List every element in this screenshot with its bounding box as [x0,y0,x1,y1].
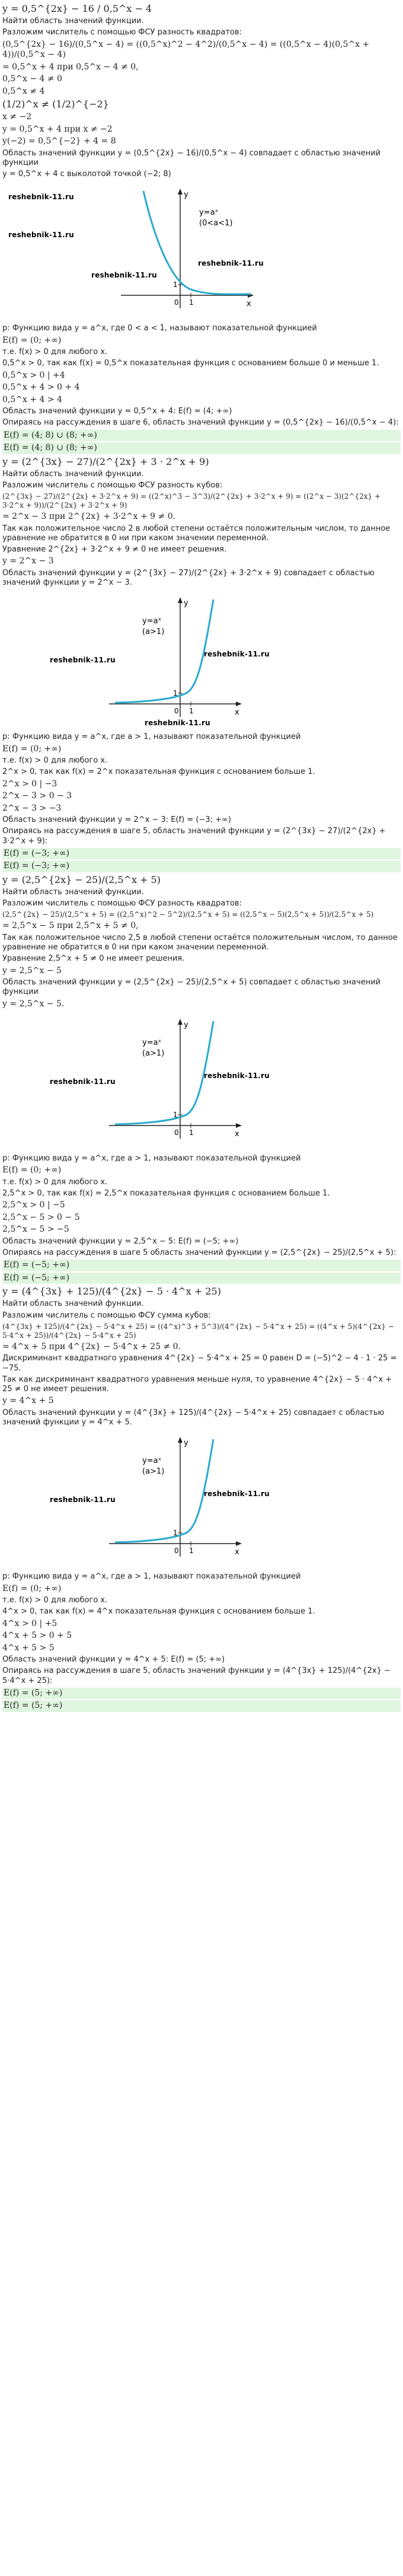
line: Опираясь на рассуждения в шаге 6, область значений функции y = (0,5^{2x} − 16)/(0,5^x − 4): [2,418,399,428]
watermark: reshebnik-11.ru [91,271,157,280]
x-axis-label: x [235,1130,239,1139]
x-axis-arrow [236,702,242,706]
line: Область значений функции y = 4^x + 5: E(f) = (5; +∞) [2,1655,225,1664]
origin-label: 0 [174,707,179,716]
graph-increasing-2 [2,1013,275,1150]
graph-increasing-1 [2,591,275,729]
watermark: reshebnik-11.ru [50,1077,116,1086]
line: Область значений функции y = 2,5^x − 5: E(f) = (−5; +∞) [2,1236,239,1246]
formula-line: y = 2,5^x − 5. [2,999,65,1009]
answer-highlight: E(f) = (−5; +∞) [2,1273,401,1284]
line: Так как положительное число 2,5 в любой степени остаётся положительным числом, то данное уравнение не обратится в 0 ни при каком значении переменной. [2,933,398,952]
formula-line: = 4^x + 5 при 4^{2x} − 5·4^x + 25 ≠ 0. [2,1341,181,1351]
formula-line: (2,5^{2x} − 25)/(2,5^x + 5) = ((2,5^x)^2 − 5^2)/(2,5^x + 5) = ((2,5^x − 5)(2,5^x + 5))/(2,5^x + 5) [2,910,374,919]
formula-line: 4^x > 0 | +5 [2,1618,57,1628]
x-tick-label: 1 [189,1128,194,1137]
line: Найти область значений функции. [2,469,144,479]
curve [143,191,251,294]
formula-line: y = 2,5^x − 5 [2,965,62,975]
line: Разложим числитель с помощью ФСУ сумма кубов: [2,1311,211,1320]
y-axis-label: y [184,1021,188,1029]
line: Уравнение 2,5^x + 5 ≠ 0 не имеет решения. [2,954,185,964]
line: т.е. f(x) > 0 для любого x. [2,347,108,356]
graph-decreasing [2,183,275,320]
answer-highlight: E(f) = (5; +∞) [2,1688,401,1700]
formula-line: 0,5^x > 0 | +4 [2,370,65,380]
answer-highlight: E(f) = (4; 8) ∪ (8; +∞) [2,442,401,454]
graph-4-svg [2,1431,275,1568]
formula-line: 0,5^x ≠ 4 [2,86,45,96]
line: 4^x > 0, так как f(x) = 4^x показательная функция с основанием больше 1. [2,1607,315,1617]
section-4-analysis [2,1572,401,1712]
x-tick-label: 1 [189,298,194,307]
section-2-analysis [2,732,401,1009]
line: 2^x > 0, так как f(x) = 2^x показательная функция с основанием больше 1. [2,767,315,777]
cond-label: (a>1) [142,1467,165,1477]
formula-line: 0,5^x + 4 > 4 [2,394,62,404]
cond-label: (a>1) [142,1049,165,1058]
formula-line: 0,5^x + 4 > 0 + 4 [2,382,80,392]
y-axis-label: y [184,190,188,200]
curve [115,1439,213,1542]
y-axis-arrow [178,1019,183,1025]
formula-line: y = 4^x + 5 [2,1396,54,1406]
section-1 [2,3,401,179]
formula-line: y = 0,5^x + 4 при x ≠ −2 [2,124,113,134]
formula-line: = 2^x − 3 при 2^{2x} + 3·2^x + 9 ≠ 0. [2,512,176,521]
line: т.е. f(x) > 0 для любого x. [2,1596,108,1605]
formula-line: E(f) = (0; +∞) [2,335,62,345]
x-axis-arrow [236,1123,242,1128]
formula-line: y = (2^{3x} − 27)/(2^{2x} + 3 · 2^x + 9) [2,455,209,467]
section-1-analysis [2,324,401,588]
y-axis-label: y [184,599,188,608]
graph-2-svg [2,591,275,729]
watermark: reshebnik-11.ru [198,259,264,268]
formula-line: = 2,5^x − 5 при 2,5^x + 5 ≠ 0, [2,921,139,931]
curve [115,1021,213,1124]
y-tick-label: 1 [173,280,178,289]
cond-label: (a>1) [142,627,165,637]
line: y = 0,5^{2x} − 16 / 0,5^x − 4 [2,3,152,14]
line: 2,5^x > 0, так как f(x) = 2,5^x показательная функция с основанием больше 1. [2,1189,330,1198]
formula-line: y = (4^{3x} + 125)/(4^{2x} − 5 · 4^x + 25) [2,1286,221,1297]
answer-highlight: E(f) = (5; +∞) [2,1700,401,1712]
formula-line: (2^{3x} − 27)/(2^{2x} + 3·2^x + 9) = ((2^x)^3 − 3^3)/(2^{2x} + 3·2^x + 9) = ((2^x − 3)(2^{2x} + 3·2^x + 9))/(2^{2x} + 3·2^x + 9) [2,492,381,509]
answer-highlight: E(f) = (4; 8) ∪ (8; +∞) [2,430,401,442]
formula-line: (4^{3x} + 125)/(4^{2x} − 5·4^x + 25) = ((4^x)^3 + 5^3)/(4^{2x} − 5·4^x + 25) = ((4^x + 5)(4^{2x} − 5·4^x + 25))/(4^{2x} − 5·4^x + 25) [2,1322,394,1340]
line: Разложим числитель с помощью ФСУ разность квадратов: [2,899,242,908]
line: Разложим числитель с помощью ФСУ разность квадратов: [2,28,242,37]
origin-label: 0 [174,1128,179,1137]
line: Опираясь на рассуждения в шаге 5, область значений функции y = (4^{3x} + 125)/(4^{2x} − 5·4^x + 25): [2,1666,391,1685]
watermark: reshebnik-11.ru [204,1072,270,1080]
watermark: reshebnik-11.ru [204,650,270,659]
x-axis-label: x [235,1548,239,1557]
formula-line: (0,5^{2x} − 16)/(0,5^x − 4) = ((0,5^x)^2 − 4^2)/(0,5^x − 4) = ((0,5^x − 4)(0,5^x + 4))/(0,5^x − 4) [2,39,370,59]
line: Найти область значений функции. [2,1299,144,1309]
line: т.е. f(x) > 0 для любого x. [2,756,108,765]
watermark: reshebnik-11.ru [8,193,74,202]
formula-line: (1/2)^x ≠ (1/2)^{−2} [2,98,109,110]
formula-line: 2^x − 3 > 0 − 3 [2,791,72,801]
formula-line: 2^x > 0 | −3 [2,779,57,789]
line: Так как дискриминант квадратного уравнения меньше нуля, то уравнение 4^{2x} − 5 · 4^x + 25 ≠ 0 не имеет решения. [2,1375,392,1394]
formula-line: y(−2) = 0,5^{−2} + 4 = 8 [2,136,116,146]
watermark: reshebnik-11.ru [145,719,210,728]
answer-highlight: E(f) = (−5; +∞) [2,1260,401,1271]
watermark: reshebnik-11.ru [204,1490,270,1499]
y-axis-arrow [178,189,183,195]
x-axis-label: x [247,299,251,309]
formula-line: 2^x − 3 > −3 [2,803,62,813]
answer-highlight: E(f) = (−3; +∞) [2,860,401,872]
line: Уравнение 2^{2x} + 3·2^x + 9 ≠ 0 не имеет решения. [2,545,227,554]
line: р: Функцию вида y = a^x, где a > 1, называют показательной функцией [2,1572,301,1582]
line: Дискриминант квадратного уравнения 4^{2x} − 5·4^x + 25 = 0 равен D = (−5)^2 − 4 · 1 · 25 = −75. [2,1354,397,1373]
line: Область значений функции y = (0,5^{2x} − 16)/(0,5^x − 4) совпадает с областью значений функции [2,148,381,167]
curve [115,600,213,703]
formula-line: = 0,5^x + 4 при 0,5^x − 4 ≠ 0, [2,62,139,72]
line: Область значений функции y = 0,5^x + 4: E(f) = (4; +∞) [2,407,232,416]
line: р: Функцию вида y = a^x, где a > 1, называют показательной функцией [2,732,301,742]
y-tick-label: 1 [173,1111,178,1119]
watermark: reshebnik-11.ru [50,1496,116,1504]
graph-increasing-3 [2,1431,275,1568]
cond-label: (0<a<1) [199,219,233,228]
y-axis-label: y [184,1439,188,1448]
line: Найти область значений функции. [2,887,144,897]
line: Область значений функции y = (2,5^{2x} − 25)/(2,5^x + 5) совпадает с областью значений функции [2,978,381,997]
line: Область значений функции y = (4^{3x} + 125)/(4^{2x} − 5·4^x + 25) совпадает с областью значений функции y = 4^x + 5. [2,1408,385,1427]
line: Область значений функции y = (2^{3x} − 27)/(2^{2x} + 3·2^x + 9) совпадает с областью значений функции y = 2^x − 3. [2,568,375,587]
func-label: y=aˣ [142,617,162,626]
line: Область значений функции y = 2^x − 3: E(f) = (−3; +∞) [2,815,231,824]
x-axis-label: x [235,708,239,718]
formula-line: 4^x + 5 > 5 [2,1643,55,1653]
answer-highlight: E(f) = (−3; +∞) [2,848,401,860]
formula-line: 2,5^x − 5 > −5 [2,1225,69,1235]
x-tick-label: 1 [189,1547,194,1555]
line: Разложим числитель с помощью ФСУ разность кубов: [2,480,223,490]
graph-1-svg [2,183,275,320]
func-label: y=aˣ [142,1456,162,1466]
line: р: Функцию вида y = a^x, где 0 < a < 1, называют показательной функцией [2,324,317,333]
y-axis-arrow [178,597,183,603]
line: Найти область значений функции. [2,17,144,25]
line: р: Функцию вида y = a^x, где a > 1, называют показательной функцией [2,1154,301,1163]
x-tick-label: 1 [189,707,194,716]
y-axis-arrow [178,1437,183,1443]
y-tick-label: 1 [173,1529,178,1538]
line: т.е. f(x) > 0 для любого x. [2,1177,108,1187]
y-tick-label: 1 [173,689,178,698]
func-label: y=aˣ [142,1038,162,1047]
func-label: y=aˣ [199,208,219,218]
line: Так как положительное число 2 в любой степени остаётся положительным числом, то данное уравнение не обратится в 0 ни при каком значении переменной. [2,524,391,543]
line: y = 0,5^x + 4 с выколотой точкой (−2; 8) [2,170,171,178]
formula-line: 0,5^x − 4 ≠ 0 [2,74,62,84]
formula-line: 4^x + 5 > 0 + 5 [2,1631,72,1640]
watermark: reshebnik-11.ru [50,656,116,665]
section-3-analysis [2,1154,401,1427]
origin-label: 0 [174,1547,179,1555]
origin-label: 0 [174,298,179,307]
solution-page [2,1,401,1713]
watermark: reshebnik-11.ru [8,231,74,240]
formula-line: 2,5^x − 5 > 0 − 5 [2,1212,80,1222]
x-axis-arrow [236,1541,242,1546]
formula-line: x ≠ −2 [2,112,32,122]
line: Опираясь на рассуждения в шаге 5 область значений функции y = (2,5^{2x} − 25)/(2,5^x + 5): [2,1248,396,1257]
graph-3-svg [2,1013,275,1150]
formula-line: y = 2^x − 3 [2,556,54,566]
formula-line: E(f) = (0; +∞) [2,744,62,754]
formula-line: E(f) = (0; +∞) [2,1583,62,1593]
formula-line: y = (2,5^{2x} − 25)/(2,5^x + 5) [2,873,161,885]
line: Опираясь на рассуждения в шаге 5, область значений функции y = (2^{3x} − 27)/(2^{2x} + 3·2^x + 9): [2,827,386,846]
line: 0,5^x > 0, так как f(x) = 0,5^x показательная функция с основанием больше 0 и меньше 1. [2,359,379,368]
formula-line: E(f) = (0; +∞) [2,1165,62,1175]
formula-line: 2,5^x > 0 | −5 [2,1200,65,1210]
